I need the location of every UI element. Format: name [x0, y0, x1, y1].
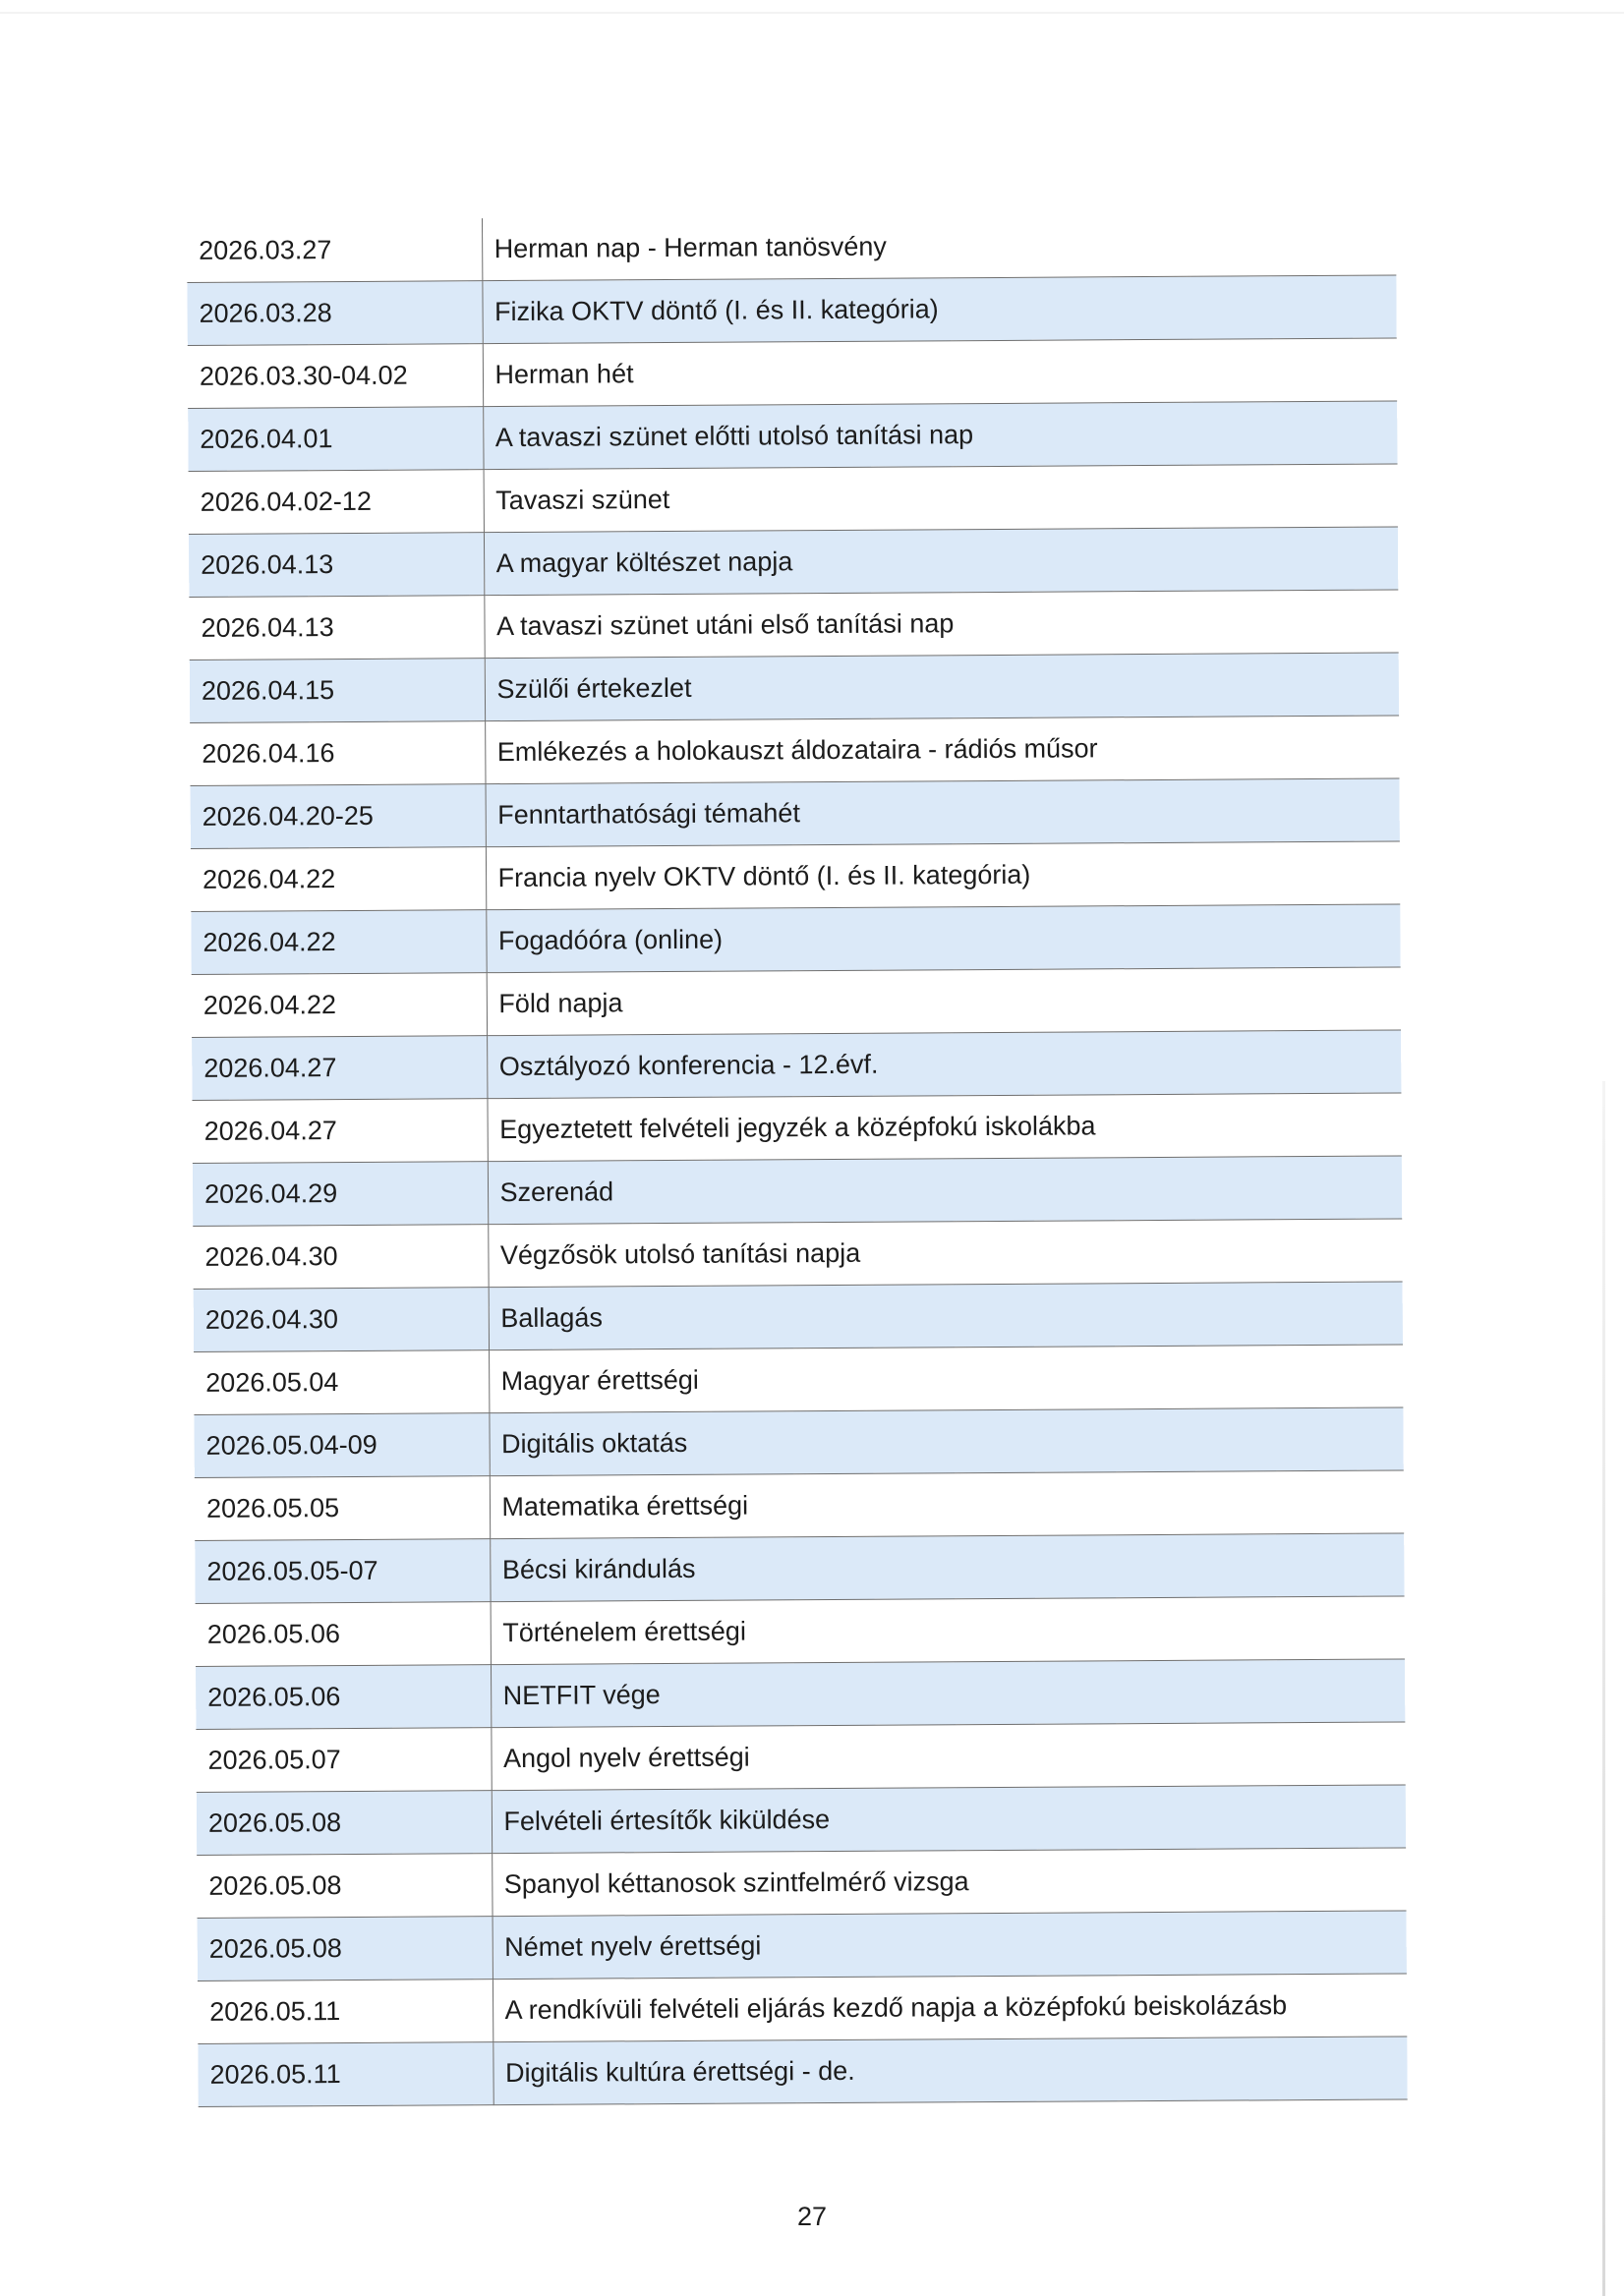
event-cell: Angol nyelv érettségi: [491, 1722, 1405, 1791]
event-cell: Történelem érettségi: [491, 1596, 1405, 1665]
table-row: [191, 904, 1400, 975]
date-cell: 2026.05.06: [196, 1602, 491, 1667]
date-cell: 2026.05.08: [197, 1791, 492, 1856]
table-row: [196, 1596, 1405, 1667]
table-row: [194, 1407, 1403, 1478]
date-cell: 2026.05.04-09: [194, 1413, 489, 1478]
table-row: [189, 590, 1398, 660]
date-cell: 2026.05.11: [198, 2042, 493, 2107]
table-row: [194, 1282, 1403, 1352]
event-cell: Matematika érettségi: [490, 1470, 1404, 1539]
table-row: [189, 464, 1398, 535]
event-cell: A tavaszi szünet utáni első tanítási nap: [484, 590, 1398, 659]
table-row: [196, 1659, 1405, 1730]
event-cell: Spanyol kéttanosok szintfelmérő vizsga: [492, 1848, 1406, 1917]
scan-edge-top: [0, 12, 1624, 14]
event-cell: Herman hét: [483, 338, 1397, 407]
event-cell: Tavaszi szünet: [484, 464, 1398, 533]
date-cell: 2026.04.01: [188, 407, 483, 472]
date-cell: 2026.05.11: [198, 1980, 493, 2044]
table-row: [193, 1156, 1402, 1227]
event-cell: Szülői értekezlet: [485, 653, 1399, 721]
event-cell: Emlékezés a holokauszt áldozataira - rádiós műsor: [485, 716, 1399, 784]
table-row: [195, 1533, 1404, 1604]
table-row: [190, 716, 1399, 786]
table-row: [191, 841, 1400, 912]
event-cell: A rendkívüli felvételi eljárás kezdő napja a középfokú beiskolázásb: [493, 1974, 1407, 2042]
event-cell: Fizika OKTV döntő (I. és II. kategória): [482, 275, 1396, 344]
table-row: [187, 275, 1396, 346]
table-row: [191, 778, 1400, 849]
schedule-table: [187, 212, 1408, 2106]
date-cell: 2026.03.27: [187, 218, 482, 282]
table-row: [198, 2037, 1407, 2107]
event-cell: Digitális oktatás: [489, 1407, 1403, 1476]
page-number: 27: [796, 2202, 828, 2231]
table-row: [194, 1345, 1403, 1415]
event-cell: Német nyelv érettségi: [493, 1911, 1407, 1980]
schedule-body: [187, 212, 1408, 2106]
date-cell: 2026.04.22: [191, 847, 486, 912]
table-row: [193, 1219, 1402, 1290]
date-cell: 2026.05.05: [195, 1476, 490, 1541]
event-cell: Végzősök utolsó tanítási napja: [488, 1219, 1402, 1288]
date-cell: 2026.04.15: [190, 659, 485, 723]
table-row: [192, 1030, 1401, 1101]
event-cell: A tavaszi szünet előtti utolsó tanítási nap: [483, 401, 1397, 470]
date-cell: 2026.05.06: [196, 1665, 491, 1730]
event-cell: Föld napja: [487, 967, 1401, 1036]
event-cell: Ballagás: [489, 1282, 1403, 1350]
date-cell: 2026.04.13: [189, 596, 484, 660]
date-cell: 2026.04.27: [192, 1099, 487, 1164]
event-cell: Egyeztetett felvételi jegyzék a középfokú iskolákba: [487, 1093, 1401, 1162]
table-row: [190, 653, 1399, 723]
event-cell: A magyar költészet napja: [484, 527, 1398, 596]
event-cell: Francia nyelv OKTV döntő (I. és II. kategória): [486, 841, 1400, 910]
event-cell: Szerenád: [488, 1156, 1402, 1225]
event-cell: Herman nap - Herman tanösvény: [482, 212, 1396, 280]
date-cell: 2026.04.20-25: [191, 784, 486, 849]
date-cell: 2026.04.02-12: [189, 470, 484, 535]
event-cell: NETFIT vége: [491, 1659, 1405, 1728]
table-row: [198, 1974, 1407, 2044]
date-cell: 2026.04.22: [191, 910, 486, 975]
event-cell: Bécsi kirándulás: [490, 1533, 1404, 1602]
table-row: [196, 1722, 1405, 1793]
date-cell: 2026.04.13: [189, 533, 484, 598]
date-cell: 2026.04.16: [190, 721, 485, 786]
event-cell: Digitális kultúra érettségi - de.: [493, 2037, 1407, 2105]
date-cell: 2026.05.04: [194, 1350, 489, 1415]
date-cell: 2026.04.29: [193, 1162, 488, 1227]
table-row: [187, 212, 1396, 282]
date-cell: 2026.04.22: [192, 973, 487, 1038]
table-row: [189, 527, 1398, 598]
table-row: [188, 338, 1397, 409]
event-cell: Magyar érettségi: [489, 1345, 1403, 1413]
date-cell: 2026.04.27: [192, 1036, 487, 1101]
table-row: [192, 1093, 1401, 1164]
table-row: [197, 1848, 1406, 1919]
date-cell: 2026.04.30: [194, 1288, 489, 1352]
table-row: [195, 1470, 1404, 1541]
date-cell: 2026.05.08: [198, 1917, 493, 1981]
date-cell: 2026.05.07: [196, 1728, 491, 1793]
table-row: [192, 967, 1401, 1038]
event-cell: Fogadóóra (online): [486, 904, 1400, 973]
event-cell: Fenntarthatósági témahét: [486, 778, 1400, 847]
event-cell: Felvételi értesítők kiküldése: [492, 1785, 1406, 1854]
date-cell: 2026.03.28: [187, 281, 482, 346]
date-cell: 2026.05.08: [197, 1854, 492, 1919]
date-cell: 2026.05.05-07: [195, 1539, 490, 1604]
table-row: [198, 1911, 1407, 1981]
date-cell: 2026.03.30-04.02: [188, 344, 483, 409]
date-cell: 2026.04.30: [193, 1225, 488, 1290]
event-cell: Osztályozó konferencia - 12.évf.: [487, 1030, 1401, 1099]
table-row: [197, 1785, 1406, 1856]
scan-edge-right: [1602, 1081, 1605, 2296]
table-row: [188, 401, 1397, 472]
